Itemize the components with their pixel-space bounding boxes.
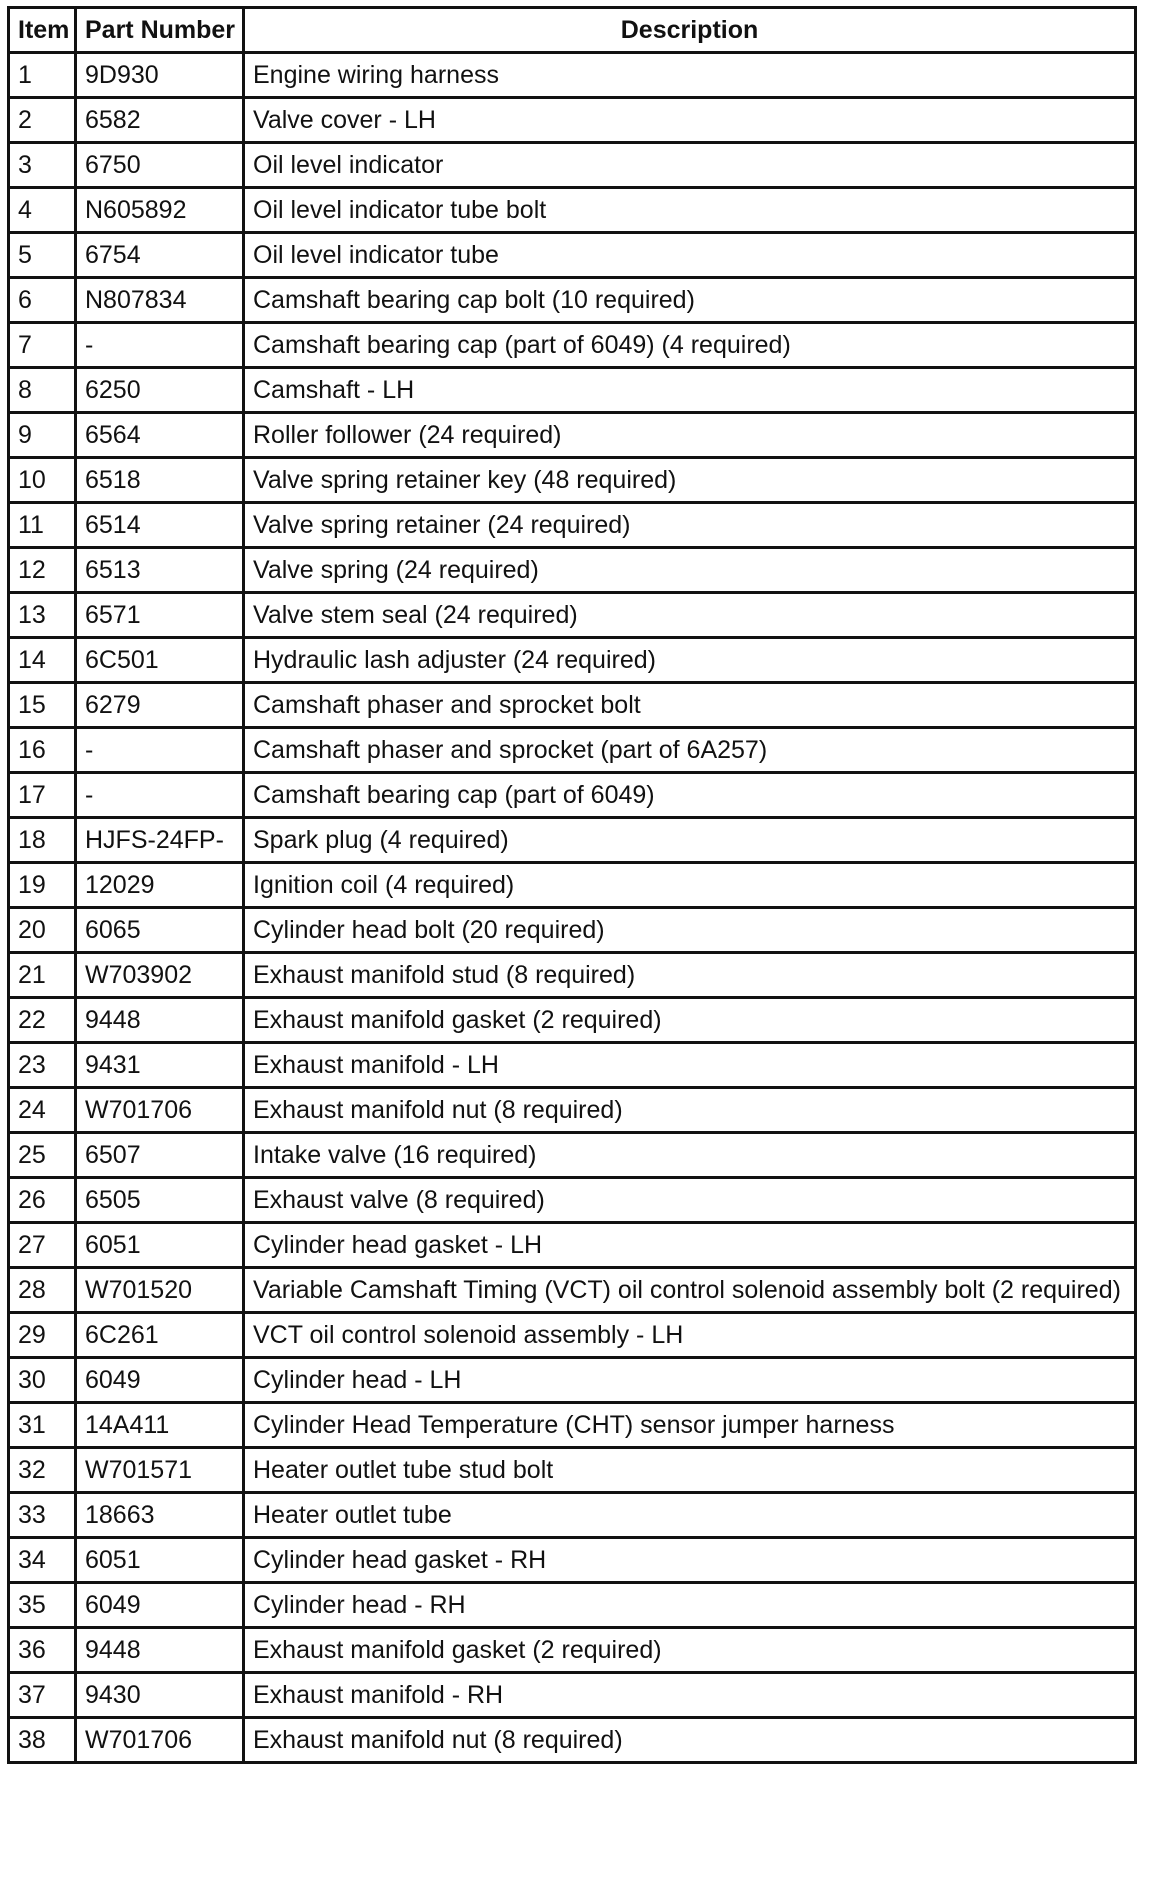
cell-item: 22 xyxy=(9,998,76,1043)
cell-part-number: W703902 xyxy=(76,953,244,998)
cell-description: Oil level indicator tube xyxy=(244,233,1136,278)
cell-part-number: 6051 xyxy=(76,1223,244,1268)
cell-item: 19 xyxy=(9,863,76,908)
cell-item: 21 xyxy=(9,953,76,998)
cell-description: Exhaust manifold nut (8 required) xyxy=(244,1088,1136,1133)
cell-description: Cylinder head - LH xyxy=(244,1358,1136,1403)
cell-item: 32 xyxy=(9,1448,76,1493)
table-row xyxy=(9,233,1136,278)
cell-item: 20 xyxy=(9,908,76,953)
cell-part-number: 12029 xyxy=(76,863,244,908)
table-row xyxy=(9,188,1136,233)
cell-part-number: 6514 xyxy=(76,503,244,548)
cell-part-number: 6279 xyxy=(76,683,244,728)
cell-description: Exhaust manifold nut (8 required) xyxy=(244,1718,1136,1763)
cell-part-number: N605892 xyxy=(76,188,244,233)
cell-description: Cylinder head bolt (20 required) xyxy=(244,908,1136,953)
table-row xyxy=(9,683,1136,728)
cell-item: 14 xyxy=(9,638,76,683)
cell-description: Intake valve (16 required) xyxy=(244,1133,1136,1178)
cell-description: Cylinder Head Temperature (CHT) sensor jumper harness xyxy=(244,1403,1136,1448)
table-row xyxy=(9,863,1136,908)
cell-description: Variable Camshaft Timing (VCT) oil control solenoid assembly bolt (2 required) xyxy=(244,1268,1136,1313)
cell-part-number: HJFS-24FP- xyxy=(76,818,244,863)
cell-item: 38 xyxy=(9,1718,76,1763)
table-row xyxy=(9,1088,1136,1133)
cell-part-number: N807834 xyxy=(76,278,244,323)
cell-item: 6 xyxy=(9,278,76,323)
cell-item: 8 xyxy=(9,368,76,413)
table-row xyxy=(9,1133,1136,1178)
cell-item: 1 xyxy=(9,53,76,98)
table-row xyxy=(9,1628,1136,1673)
cell-description: Valve spring (24 required) xyxy=(244,548,1136,593)
table-row xyxy=(9,53,1136,98)
cell-item: 23 xyxy=(9,1043,76,1088)
table-row xyxy=(9,908,1136,953)
table-row xyxy=(9,1673,1136,1718)
table-row xyxy=(9,143,1136,188)
table-body xyxy=(9,53,1136,1763)
table-row xyxy=(9,1583,1136,1628)
cell-part-number: 6C501 xyxy=(76,638,244,683)
cell-part-number: W701706 xyxy=(76,1718,244,1763)
table-row xyxy=(9,1538,1136,1583)
header-part-number: Part Number xyxy=(76,8,244,53)
table-row xyxy=(9,1718,1136,1763)
cell-description: Camshaft bearing cap (part of 6049) (4 required) xyxy=(244,323,1136,368)
table-row xyxy=(9,278,1136,323)
cell-item: 5 xyxy=(9,233,76,278)
cell-part-number: 9448 xyxy=(76,1628,244,1673)
table-row xyxy=(9,818,1136,863)
table-row xyxy=(9,1403,1136,1448)
cell-description: Cylinder head gasket - LH xyxy=(244,1223,1136,1268)
cell-description: Exhaust manifold stud (8 required) xyxy=(244,953,1136,998)
header-row xyxy=(9,8,1136,53)
cell-part-number: 6049 xyxy=(76,1583,244,1628)
cell-part-number: 6051 xyxy=(76,1538,244,1583)
cell-part-number: 14A411 xyxy=(76,1403,244,1448)
table-row xyxy=(9,98,1136,143)
table-row xyxy=(9,503,1136,548)
cell-item: 28 xyxy=(9,1268,76,1313)
cell-part-number: 6C261 xyxy=(76,1313,244,1358)
table-row xyxy=(9,1043,1136,1088)
parts-table-container xyxy=(7,6,1134,1764)
cell-description: Valve spring retainer (24 required) xyxy=(244,503,1136,548)
table-row xyxy=(9,1313,1136,1358)
cell-item: 26 xyxy=(9,1178,76,1223)
parts-table xyxy=(7,6,1137,1764)
header-description: Description xyxy=(244,8,1136,53)
cell-description: Camshaft - LH xyxy=(244,368,1136,413)
cell-part-number: 6754 xyxy=(76,233,244,278)
cell-item: 36 xyxy=(9,1628,76,1673)
cell-part-number: 6065 xyxy=(76,908,244,953)
cell-description: Oil level indicator xyxy=(244,143,1136,188)
cell-part-number: 6513 xyxy=(76,548,244,593)
table-row xyxy=(9,368,1136,413)
table-row xyxy=(9,323,1136,368)
cell-item: 35 xyxy=(9,1583,76,1628)
cell-item: 37 xyxy=(9,1673,76,1718)
cell-description: Camshaft phaser and sprocket bolt xyxy=(244,683,1136,728)
cell-item: 12 xyxy=(9,548,76,593)
cell-item: 24 xyxy=(9,1088,76,1133)
cell-part-number: 6564 xyxy=(76,413,244,458)
cell-part-number: W701520 xyxy=(76,1268,244,1313)
header-item: Item xyxy=(9,8,76,53)
cell-item: 7 xyxy=(9,323,76,368)
table-row xyxy=(9,953,1136,998)
cell-part-number: - xyxy=(76,323,244,368)
table-header xyxy=(9,8,1136,53)
cell-item: 34 xyxy=(9,1538,76,1583)
cell-item: 9 xyxy=(9,413,76,458)
cell-item: 29 xyxy=(9,1313,76,1358)
cell-description: Valve cover - LH xyxy=(244,98,1136,143)
cell-part-number: 6571 xyxy=(76,593,244,638)
table-row xyxy=(9,458,1136,503)
cell-description: Exhaust manifold gasket (2 required) xyxy=(244,1628,1136,1673)
cell-item: 13 xyxy=(9,593,76,638)
cell-part-number: 6582 xyxy=(76,98,244,143)
cell-item: 15 xyxy=(9,683,76,728)
table-row xyxy=(9,728,1136,773)
table-row xyxy=(9,1268,1136,1313)
cell-item: 2 xyxy=(9,98,76,143)
table-row xyxy=(9,593,1136,638)
cell-description: Spark plug (4 required) xyxy=(244,818,1136,863)
cell-part-number: 9D930 xyxy=(76,53,244,98)
cell-part-number: 6750 xyxy=(76,143,244,188)
table-row xyxy=(9,998,1136,1043)
cell-description: Oil level indicator tube bolt xyxy=(244,188,1136,233)
cell-description: Cylinder head - RH xyxy=(244,1583,1136,1628)
cell-description: Camshaft bearing cap bolt (10 required) xyxy=(244,278,1136,323)
cell-item: 31 xyxy=(9,1403,76,1448)
table-row xyxy=(9,1223,1136,1268)
cell-item: 10 xyxy=(9,458,76,503)
cell-item: 17 xyxy=(9,773,76,818)
table-row xyxy=(9,548,1136,593)
cell-description: Exhaust manifold - RH xyxy=(244,1673,1136,1718)
cell-part-number: - xyxy=(76,773,244,818)
cell-item: 11 xyxy=(9,503,76,548)
cell-item: 27 xyxy=(9,1223,76,1268)
cell-part-number: W701571 xyxy=(76,1448,244,1493)
cell-description: Camshaft bearing cap (part of 6049) xyxy=(244,773,1136,818)
cell-description: Valve spring retainer key (48 required) xyxy=(244,458,1136,503)
cell-description: Valve stem seal (24 required) xyxy=(244,593,1136,638)
cell-item: 25 xyxy=(9,1133,76,1178)
cell-description: Roller follower (24 required) xyxy=(244,413,1136,458)
cell-part-number: 9430 xyxy=(76,1673,244,1718)
cell-part-number: 6250 xyxy=(76,368,244,413)
cell-part-number: 6518 xyxy=(76,458,244,503)
cell-part-number: 6505 xyxy=(76,1178,244,1223)
cell-description: Heater outlet tube stud bolt xyxy=(244,1448,1136,1493)
table-row xyxy=(9,1178,1136,1223)
cell-description: Ignition coil (4 required) xyxy=(244,863,1136,908)
cell-description: VCT oil control solenoid assembly - LH xyxy=(244,1313,1136,1358)
cell-description: Exhaust manifold gasket (2 required) xyxy=(244,998,1136,1043)
cell-item: 16 xyxy=(9,728,76,773)
cell-item: 18 xyxy=(9,818,76,863)
cell-description: Cylinder head gasket - RH xyxy=(244,1538,1136,1583)
table-row xyxy=(9,1358,1136,1403)
table-row xyxy=(9,413,1136,458)
cell-part-number: 6049 xyxy=(76,1358,244,1403)
cell-part-number: 6507 xyxy=(76,1133,244,1178)
cell-part-number: W701706 xyxy=(76,1088,244,1133)
cell-part-number: 9431 xyxy=(76,1043,244,1088)
cell-item: 4 xyxy=(9,188,76,233)
cell-description: Camshaft phaser and sprocket (part of 6A257) xyxy=(244,728,1136,773)
cell-description: Heater outlet tube xyxy=(244,1493,1136,1538)
cell-description: Exhaust valve (8 required) xyxy=(244,1178,1136,1223)
cell-part-number: 9448 xyxy=(76,998,244,1043)
table-row xyxy=(9,638,1136,683)
cell-item: 30 xyxy=(9,1358,76,1403)
cell-description: Engine wiring harness xyxy=(244,53,1136,98)
cell-description: Hydraulic lash adjuster (24 required) xyxy=(244,638,1136,683)
table-row xyxy=(9,773,1136,818)
cell-description: Exhaust manifold - LH xyxy=(244,1043,1136,1088)
cell-item: 3 xyxy=(9,143,76,188)
table-row xyxy=(9,1493,1136,1538)
cell-part-number: 18663 xyxy=(76,1493,244,1538)
cell-item: 33 xyxy=(9,1493,76,1538)
table-row xyxy=(9,1448,1136,1493)
cell-part-number: - xyxy=(76,728,244,773)
